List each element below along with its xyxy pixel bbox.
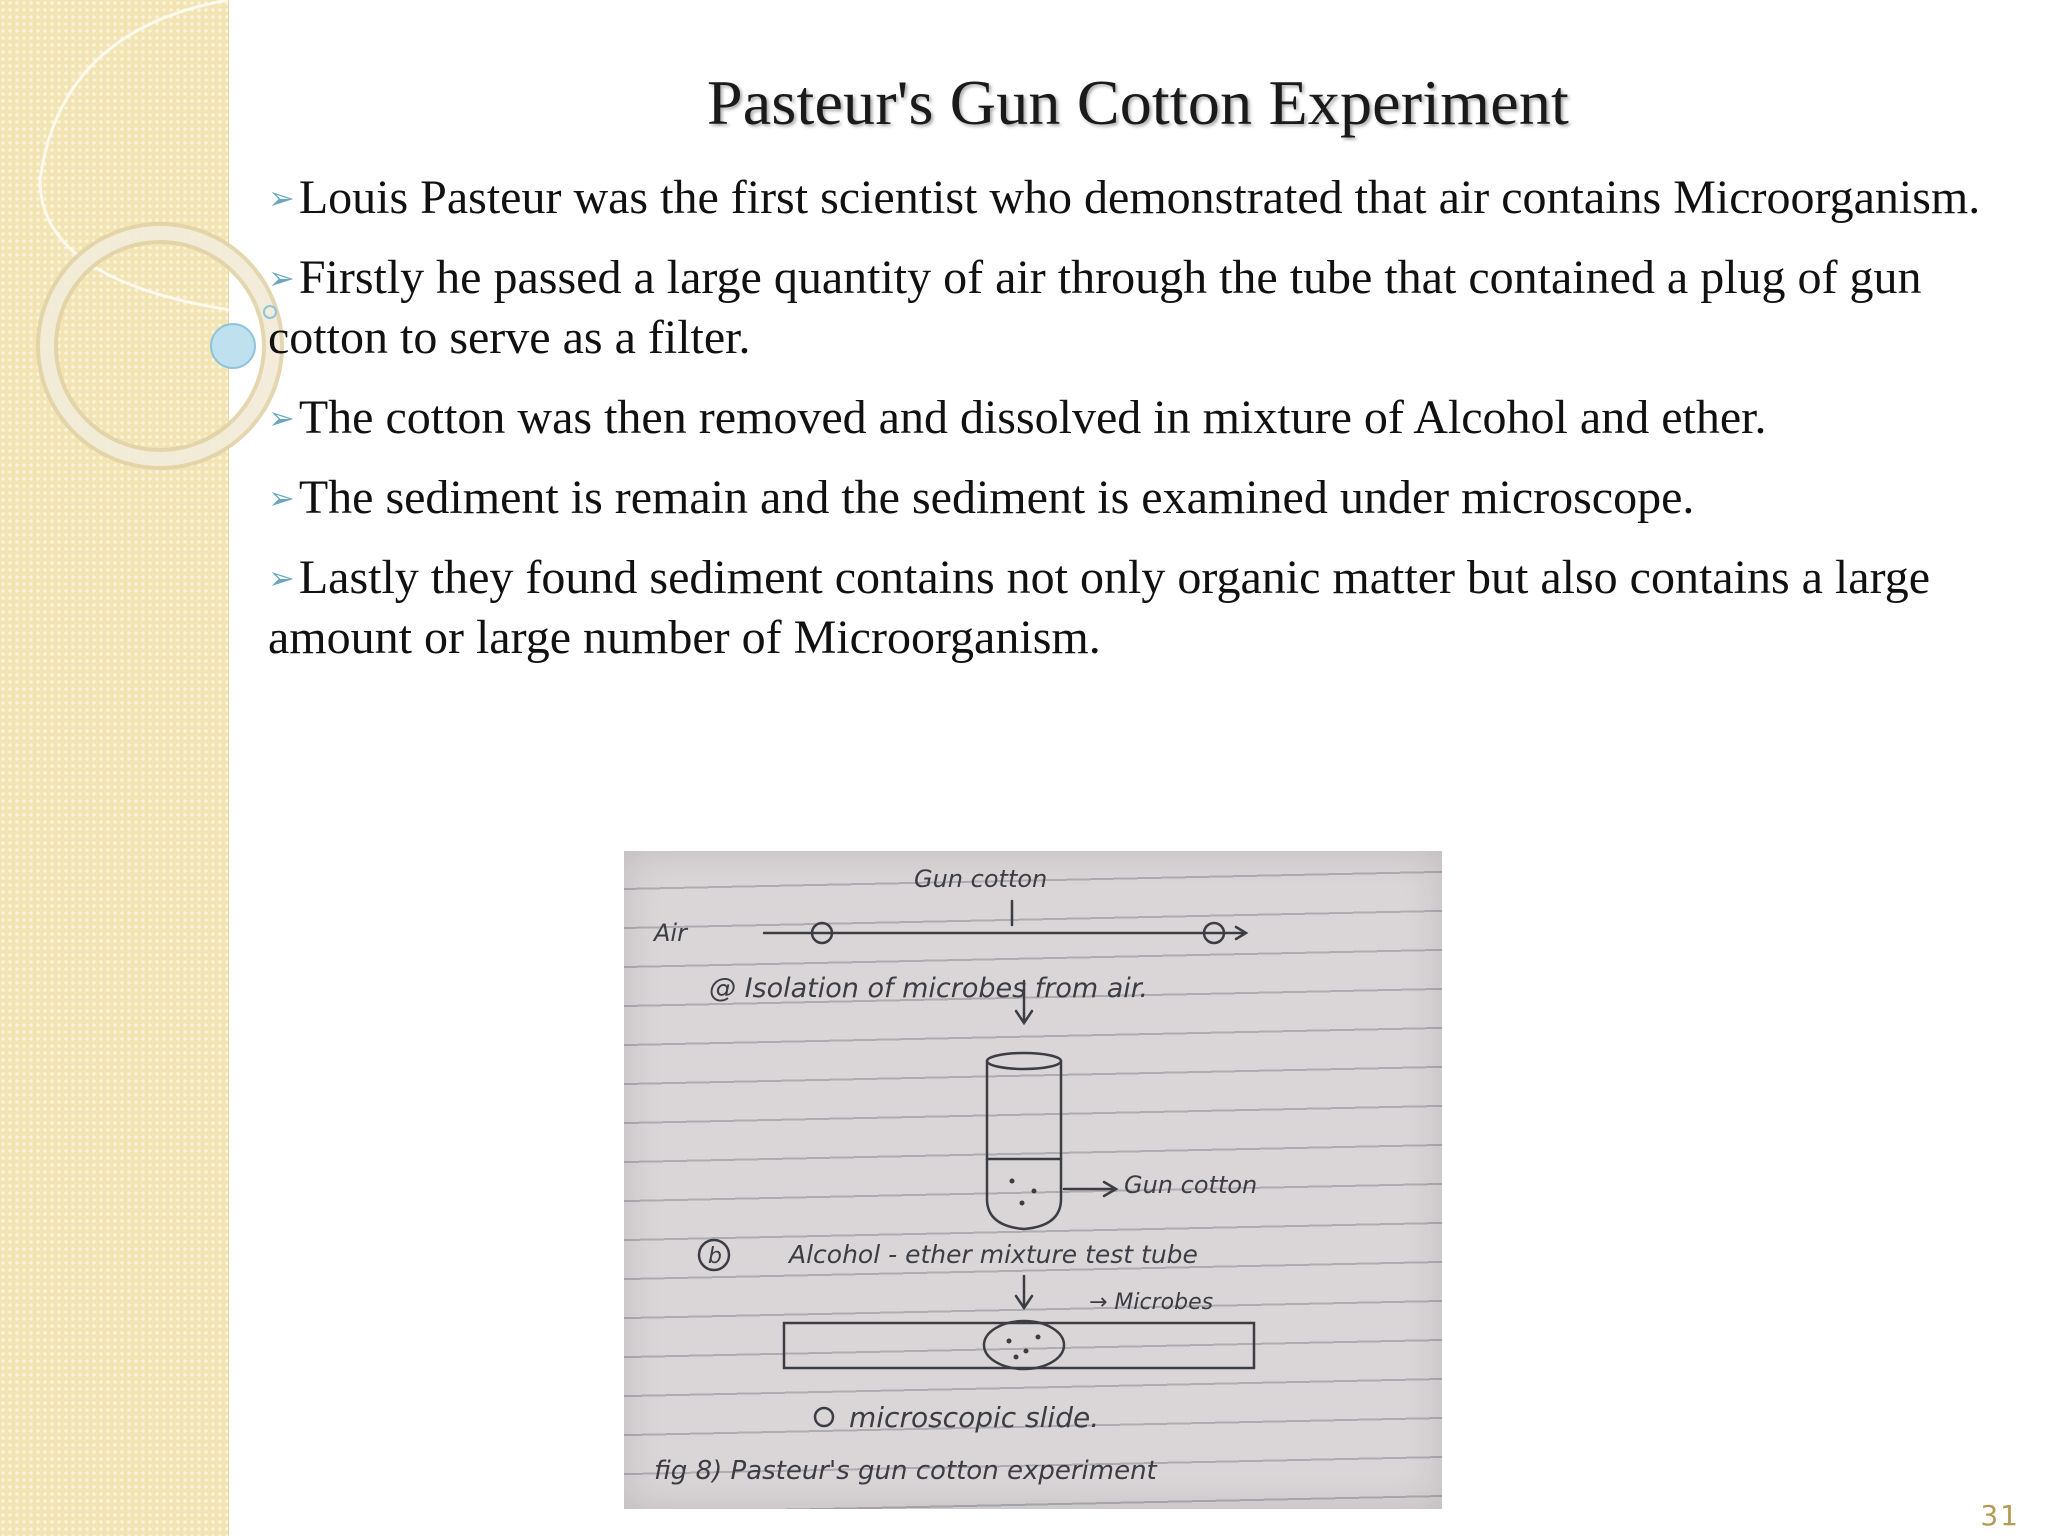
figure-caption: fig 8) Pasteur's gun cotton experiment: [654, 1456, 1157, 1486]
bullet-list: [268, 168, 1988, 688]
arrow-bullet-icon: ➢: [268, 400, 295, 436]
gun-cotton-tube-label: Gun cotton: [1124, 1171, 1258, 1199]
bullet-item: ➢Lastly they found sediment contains not only organic matter but also contains a large amount or large number of Microorganism.: [268, 548, 1988, 668]
bullet-item: ➢Louis Pasteur was the first scientist who demonstrated that air contains Microorganism.: [268, 168, 1988, 228]
bullet-item: ➢The sediment is remain and the sediment is examined under microscope.: [268, 468, 1988, 528]
arrow-bullet-icon: ➢: [268, 480, 295, 516]
step-a-label: @ Isolation of microbes from air.: [709, 973, 1149, 1004]
handdrawn-diagram-image: [624, 851, 1442, 1509]
air-label: Air: [654, 919, 687, 947]
decorative-sidebar: [0, 0, 229, 1536]
arrow-bullet-icon: ➢: [268, 260, 295, 296]
step-c-label: microscopic slide.: [849, 1401, 1100, 1434]
microbes-label: → Microbes: [1089, 1290, 1214, 1315]
diagram-drawing: [624, 851, 1442, 1509]
page-number: 31: [1980, 1499, 2020, 1532]
arrow-bullet-icon: ➢: [268, 560, 295, 596]
gun-cotton-top-label: Gun cotton: [914, 865, 1048, 893]
step-b-number: b: [708, 1244, 722, 1269]
slide-title: Pasteur's Gun Cotton Experiment: [706, 67, 1570, 138]
arrow-bullet-icon: ➢: [268, 180, 295, 216]
bullet-item: ➢Firstly he passed a large quantity of air through the tube that contained a plug of gun cotton to serve as a filter.: [268, 248, 1988, 368]
step-b-label: Alcohol - ether mixture test tube: [789, 1240, 1198, 1269]
bullet-item: ➢The cotton was then removed and dissolved in mixture of Alcohol and ether.: [268, 388, 1988, 448]
